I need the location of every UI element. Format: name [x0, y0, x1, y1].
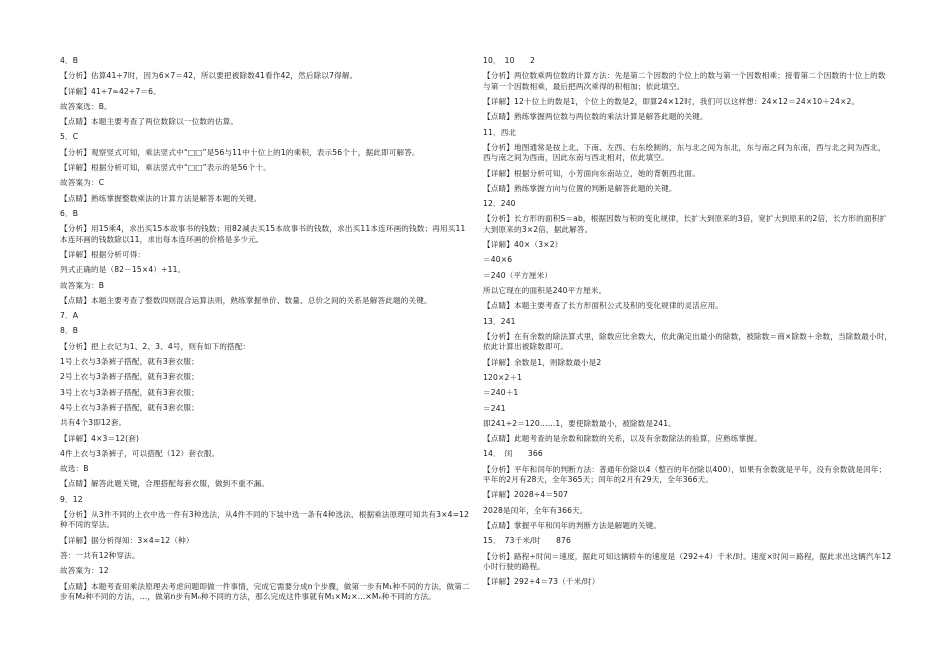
left-column-line: 【点睛】本题考查用乘法原理去考虑问题即做一件事情，完成它需要分成n个步骤，做第一步有M₁种不同的方法，做第二步有M₂种不同的方法，…，做第n步有Mₙ种不同的方法，那么完成这件事就有M₁×M₂×…×Mₙ种不同的方法。: [60, 581, 470, 602]
right-column-line: 【点睛】此题考查的是余数和除数的关系，以及有余数除法的验算，应熟练掌握。: [483, 434, 762, 444]
right-column-line: 120×2＋1: [483, 372, 523, 382]
left-column-line: 6．B: [60, 208, 79, 218]
right-column: [483, 56, 893, 593]
right-column-line: 2028是闰年，全年有366天。: [483, 505, 588, 515]
left-column-line: 1号上衣与3条裤子搭配，就有3套衣服；: [60, 357, 199, 367]
left-column-line: 4件上衣与3条裤子，可以搭配（12）套衣服。: [60, 448, 220, 458]
right-column-line: 所以它现在的面积是240平方厘米。: [483, 286, 607, 296]
right-column-line: 【分析】地图通常是按上北、下南、左西、右东绘制的，东与北之间为东北，东与南之间为东南，西与北之间为西北，西与南之间为西南，因此东南与西北相对，依此填空。: [483, 142, 886, 163]
right-column-line: 15． 73千米/时 876: [483, 536, 571, 546]
left-column-line: 3号上衣与3条裤子搭配，就有3套衣服；: [60, 387, 199, 397]
right-column-line: 【点睛】掌握平年和闰年的判断方法是解题的关键。: [483, 521, 662, 531]
right-column-line: 【详解】292÷4＝73（千米/时）: [483, 577, 600, 587]
left-column-line: 【分析】估算41÷7时，因为6×7＝42，所以要把被除数41看作42，然后除以7得解。: [60, 71, 358, 81]
right-column-line: 11．西北: [483, 127, 517, 137]
right-column-line: 【详解】40×（3×2）: [483, 240, 563, 250]
right-column-line: 12．240: [483, 199, 516, 209]
left-column-line: 5．C: [60, 132, 79, 142]
left-column: [60, 56, 470, 607]
left-column-line: 故答案选：B。: [60, 101, 112, 111]
left-column-line: 【详解】根据分析可得：: [60, 249, 146, 259]
left-column-line: 故答案为：B: [60, 280, 105, 290]
left-column-line: 【详解】41÷7≈42÷7＝6。: [60, 86, 161, 96]
right-column-line: ＝240（平方厘米）: [483, 270, 553, 280]
right-column-line: 14． 闰 366: [483, 449, 543, 459]
left-column-line: 共有4个3即12套。: [60, 418, 127, 428]
right-column-line: 【点睛】本题主要考查了长方形面积公式及积的变化规律的灵活应用。: [483, 301, 724, 311]
right-column-line: 13．241: [483, 316, 516, 326]
right-column-line: 【详解】余数是1，则除数最小是2: [483, 357, 602, 367]
left-column-line: 8．B: [60, 326, 79, 336]
right-column-line: 【详解】12十位上的数是1，个位上的数是2，即算24×12时，我们可以这样想：24×12＝24×10＋24×2。: [483, 97, 860, 106]
right-column-line: 即241÷2＝120……1，要使除数最小，被除数是241。: [483, 418, 676, 428]
right-column-line: ＝40×6: [483, 255, 513, 265]
left-column-line: 7．A: [60, 311, 79, 321]
right-column-line: 【详解】2028÷4＝507: [483, 490, 569, 500]
right-column-line: 【详解】根据分析可知，小芳面向东南站立，她的背朝西北面。: [483, 168, 700, 178]
left-column-line: 答：一共有12种穿法。: [60, 551, 140, 561]
right-column-line: 【分析】平年和闰年的判断方法：普通年份除以4（整百的年份除以400），如果有余数就是平年，没有余数就是闰年；平年的2月有28天，全年365天；闰年的2月有29天，全年366天。: [483, 464, 887, 485]
right-column-line: 【点睛】熟练掌握方向与位置的判断是解答此题的关键。: [483, 183, 677, 193]
right-column-line: 【分析】路程÷时间＝速度，据此可知这辆轿车的速度是（292÷4）千米/时。速度×时间＝路程，据此求出这辆汽车12小时行驶的路程。: [483, 551, 892, 572]
left-column-line: 【点睛】熟练掌握整数乘法的计算方法是解答本题的关键。: [60, 193, 262, 203]
right-column-line: 【点睛】熟练掌握两位数与两位数的乘法计算是解答此题的关键。: [483, 112, 708, 122]
right-column-line: 【分析】在有余数的除法算式里，除数应比余数大，依此确定出最小的除数，被除数＝商×除数＋余数，当除数最小时，依此计算出被除数即可。: [483, 331, 893, 352]
left-column-line: 【详解】根据分析可知，乘法竖式中“□□”表示的是56个十。: [60, 163, 271, 173]
left-column-line: 【点睛】本题主要考查了两位数除以一位数的估算。: [60, 117, 239, 127]
right-column-line: ＝240＋1: [483, 388, 519, 398]
left-column-line: 4．B: [60, 56, 79, 65]
right-column-line: ＝241: [483, 403, 506, 413]
right-column-line: 【分析】两位数乘两位数的计算方法：先是第二个因数的个位上的数与第一个因数相乘；接着第二个因数的十位上的数与第一个因数相乘，最后把两次乘得的积相加；依此填空。: [483, 71, 886, 91]
left-column-line: 【详解】据分析得知：3×4=12（种）: [60, 535, 194, 545]
left-column-line: 9．12: [60, 494, 83, 504]
left-column-line: 【点睛】本题主要考查了整数四则混合运算法则，熟练掌握单价、数量、总价之间的关系是解答此题的关键。: [60, 295, 432, 305]
right-column-line: 【分析】长方形的面积S＝ab，根据因数与积的变化规律，长扩大到原来的3倍，宽扩大到原来的2倍，长方形的面积扩大到原来的3×2倍，据此解答。: [483, 214, 888, 234]
right-column-line: 10． 10 2: [483, 56, 536, 65]
left-column-line: 列式正确的是（82－15×4）÷11。: [60, 265, 186, 275]
left-column-line: 4号上衣与3条裤子搭配，就有3套衣服；: [60, 402, 199, 412]
left-column-line: 故答案为：12: [60, 566, 109, 576]
left-column-line: 2号上衣与3条裤子搭配，就有3套衣服；: [60, 372, 199, 382]
left-column-line: 【分析】用15乘4，求出买15本故事书的钱数；用82减去买15本故事书的钱数，求出买11本连环画的钱数；再用买11本连环画的钱数除以11，求出每本连环画的价格是多少元。: [60, 224, 466, 244]
left-column-line: 【详解】4×3＝12(套): [60, 433, 140, 443]
left-column-line: 【分析】观察竖式可知，乘法竖式中“□□”是56与11中十位上的1的乘积，表示56个十，据此即可解答。: [60, 147, 420, 157]
left-column-line: 故答案为：C: [60, 178, 105, 188]
left-column-line: 【分析】从3件不同的上衣中选一件有3种选法，从4件不同的下装中选一条有4种选法，根据乘法原理可知共有3×4=12种不同的穿法。: [60, 510, 470, 530]
left-column-line: 【点睛】解答此题关键，合理搭配每套衣服，做到不重不漏。: [60, 479, 270, 489]
left-column-line: 【分析】把上衣记为1、2、3、4号，则有如下的搭配：: [60, 341, 251, 351]
left-column-line: 故选：B: [60, 464, 89, 474]
